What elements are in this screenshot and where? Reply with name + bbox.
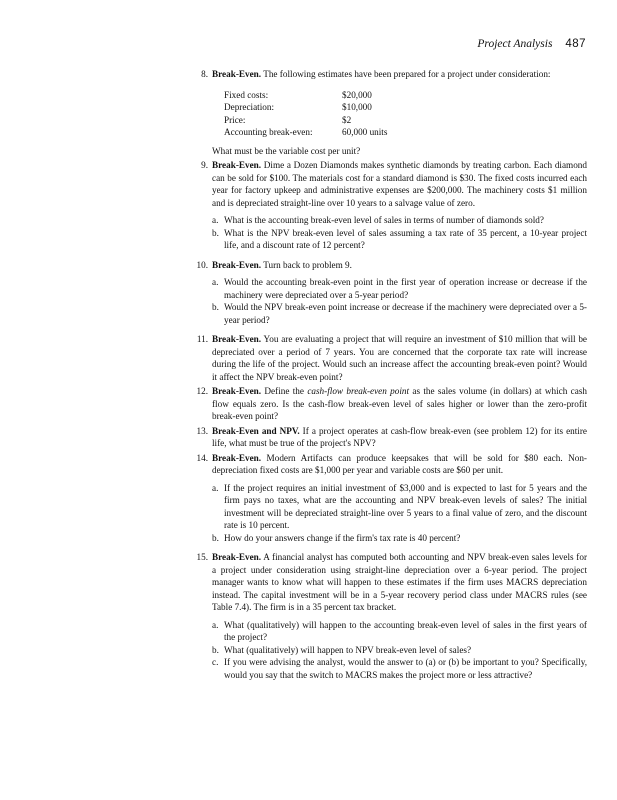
problem-number: 11. xyxy=(196,334,208,344)
sub-text: If you were advising the analyst, would the answer to (a) or (b) be important to you? Specifically, would you say that the switch to MACRS makes the project more or less attractive? xyxy=(224,657,587,680)
sub-questions xyxy=(212,619,587,682)
sub-text: What (qualitatively) will happen to the accounting break-even level of sales in the first years of the project? xyxy=(224,619,587,642)
problem-question: What must be the variable cost per unit? xyxy=(212,145,361,156)
problem-text: The following estimates have been prepared for a project under consideration: xyxy=(261,69,551,79)
sub-question-a xyxy=(212,276,587,301)
problem-number: 12. xyxy=(196,386,208,396)
problem-text: Turn back to problem 9. xyxy=(261,259,352,270)
page-number: 487 xyxy=(565,38,586,50)
sub-letter: a. xyxy=(212,215,219,225)
sub-letter: a. xyxy=(212,619,219,630)
problem-text: You are evaluating a project that will require an investment of $10 million that will be depreciated over a period of 7 years. You are concerned that the corporate tax rate will increase during the life of the project. Would such an increase affect the accounting break-even point? Would it affect the NPV break-even point? xyxy=(212,334,587,382)
row-label: Fixed costs: xyxy=(224,89,269,100)
row-value: 60,000 units xyxy=(342,127,388,137)
sub-question-b xyxy=(212,227,587,252)
row-value: $10,000 xyxy=(342,102,372,112)
row-label: Accounting break-even: xyxy=(224,127,313,137)
row-value: $20,000 xyxy=(342,89,372,100)
problem-text: Modern Artifacts can produce keepsakes that will be sold for $80 each. Non-depreciation fixed costs are $1,000 per year and variable costs are $60 per unit. xyxy=(212,452,587,475)
problem-15 xyxy=(196,551,587,681)
sub-question-b xyxy=(212,532,587,545)
header-title: Project Analysis xyxy=(477,38,553,50)
sub-question-c xyxy=(212,656,587,681)
problem-14 xyxy=(196,452,587,545)
sub-text: What is the NPV break-even level of sales assuming a tax rate of 35 percent, a 10-year project life, and a discount rate of 12 percent? xyxy=(224,227,587,250)
sub-text: How do your answers change if the firm's tax rate is 40 percent? xyxy=(224,532,461,543)
problem-heading: Break-Even. xyxy=(212,334,262,344)
problem-number: 14. xyxy=(196,452,208,463)
problem-text: A financial analyst has computed both accounting and NPV break-even sales levels for a project under consideration using straight-line depreciation over a 6-year period. The project manager wants to know what will happen to these estimates if the firm uses MACRS depreciation instead. The capital investment will be in a 5-year recovery period class under MACRS rules (see Table 7.4). The firm is in a 35 percent tax bracket. xyxy=(212,552,587,612)
sub-question-a xyxy=(212,482,587,532)
table-row xyxy=(224,101,387,114)
problem-8 xyxy=(201,68,587,157)
problem-text: Dime a Dozen Diamonds makes synthetic diamonds by treating carbon. Each diamond can be sold for $100. The materials cost for a standard diamond is $30. The fixed costs incurred each year for factory upkeep and administrative expenses are $200,000. The machinery costs $1 million and is depreciated straight-line over 10 years to a salvage value of zero. xyxy=(212,160,587,208)
sub-question-b xyxy=(212,644,587,657)
sub-letter: b. xyxy=(212,644,219,655)
problem-heading: Break-Even. xyxy=(212,552,262,562)
problem-number: 13. xyxy=(196,425,208,436)
sub-questions xyxy=(212,276,587,326)
problem-9 xyxy=(201,159,587,252)
problem-12 xyxy=(196,385,587,423)
problem-text: Define the xyxy=(261,386,308,396)
problem-number: 9. xyxy=(201,160,208,170)
problem-11 xyxy=(196,333,587,383)
sub-letter: a. xyxy=(212,277,219,287)
problem-text: as the sales volume (in dollars) at which cash flow equals zero. Is the cash-flow break-even level of sales higher or lower than the zero-profit break-even point? xyxy=(212,386,587,421)
row-label: Price: xyxy=(224,114,246,125)
problem-heading: Break-Even. xyxy=(212,452,262,463)
sub-letter: c. xyxy=(212,657,219,667)
sub-letter: b. xyxy=(212,302,219,312)
sub-text: What (qualitatively) will happen to NPV break-even level of sales? xyxy=(224,644,472,655)
table-row xyxy=(224,126,387,139)
problem-heading: Break-Even. xyxy=(212,160,262,170)
sub-text: Would the accounting break-even point in the first year of operation increase or decrease if the machinery were depreciated over a 5-year period? xyxy=(224,277,587,300)
sub-questions xyxy=(212,214,587,252)
problem-list xyxy=(196,68,587,683)
sub-text: If the project requires an initial investment of $3,000 and is expected to last for 5 years and the firm pays no taxes, what are the accounting and NPV break-even levels of sales? The initial investment will be depreciated straight-line over 5 years to a final value of zero, and the discount rate is 10 percent. xyxy=(224,482,587,530)
sub-question-a xyxy=(212,214,587,227)
table-row xyxy=(224,114,387,127)
running-header xyxy=(477,38,586,50)
sub-text: What is the accounting break-even level of sales in terms of number of diamonds sold? xyxy=(224,215,544,225)
sub-question-b xyxy=(212,301,587,326)
sub-letter: b. xyxy=(212,227,219,238)
sub-questions xyxy=(212,482,587,545)
sub-letter: b. xyxy=(212,532,219,543)
defined-term: cash-flow break-even point xyxy=(307,386,410,396)
problem-10 xyxy=(196,259,587,327)
problem-heading: Break-Even. xyxy=(212,386,262,396)
row-value: $2 xyxy=(342,114,352,125)
problem-number: 10. xyxy=(196,259,208,270)
problem-heading: Break-Even and NPV. xyxy=(212,425,300,436)
sub-question-a xyxy=(212,619,587,644)
problem-heading: Break-Even. xyxy=(212,259,262,270)
problem-number: 8. xyxy=(201,69,208,79)
row-label: Depreciation: xyxy=(224,102,274,112)
estimates-table xyxy=(224,89,387,139)
sub-letter: a. xyxy=(212,482,219,493)
sub-text: Would the NPV break-even point increase or decrease if the machinery were depreciated over a 5-year period? xyxy=(224,302,587,325)
table-row xyxy=(224,89,387,102)
problem-text: If a project operates at cash-flow break-even (see problem 12) for its entire life, what must be true of the project's NPV? xyxy=(212,425,587,448)
problem-number: 15. xyxy=(196,552,208,562)
problem-heading: Break-Even. xyxy=(212,69,262,79)
problem-13 xyxy=(196,425,587,450)
